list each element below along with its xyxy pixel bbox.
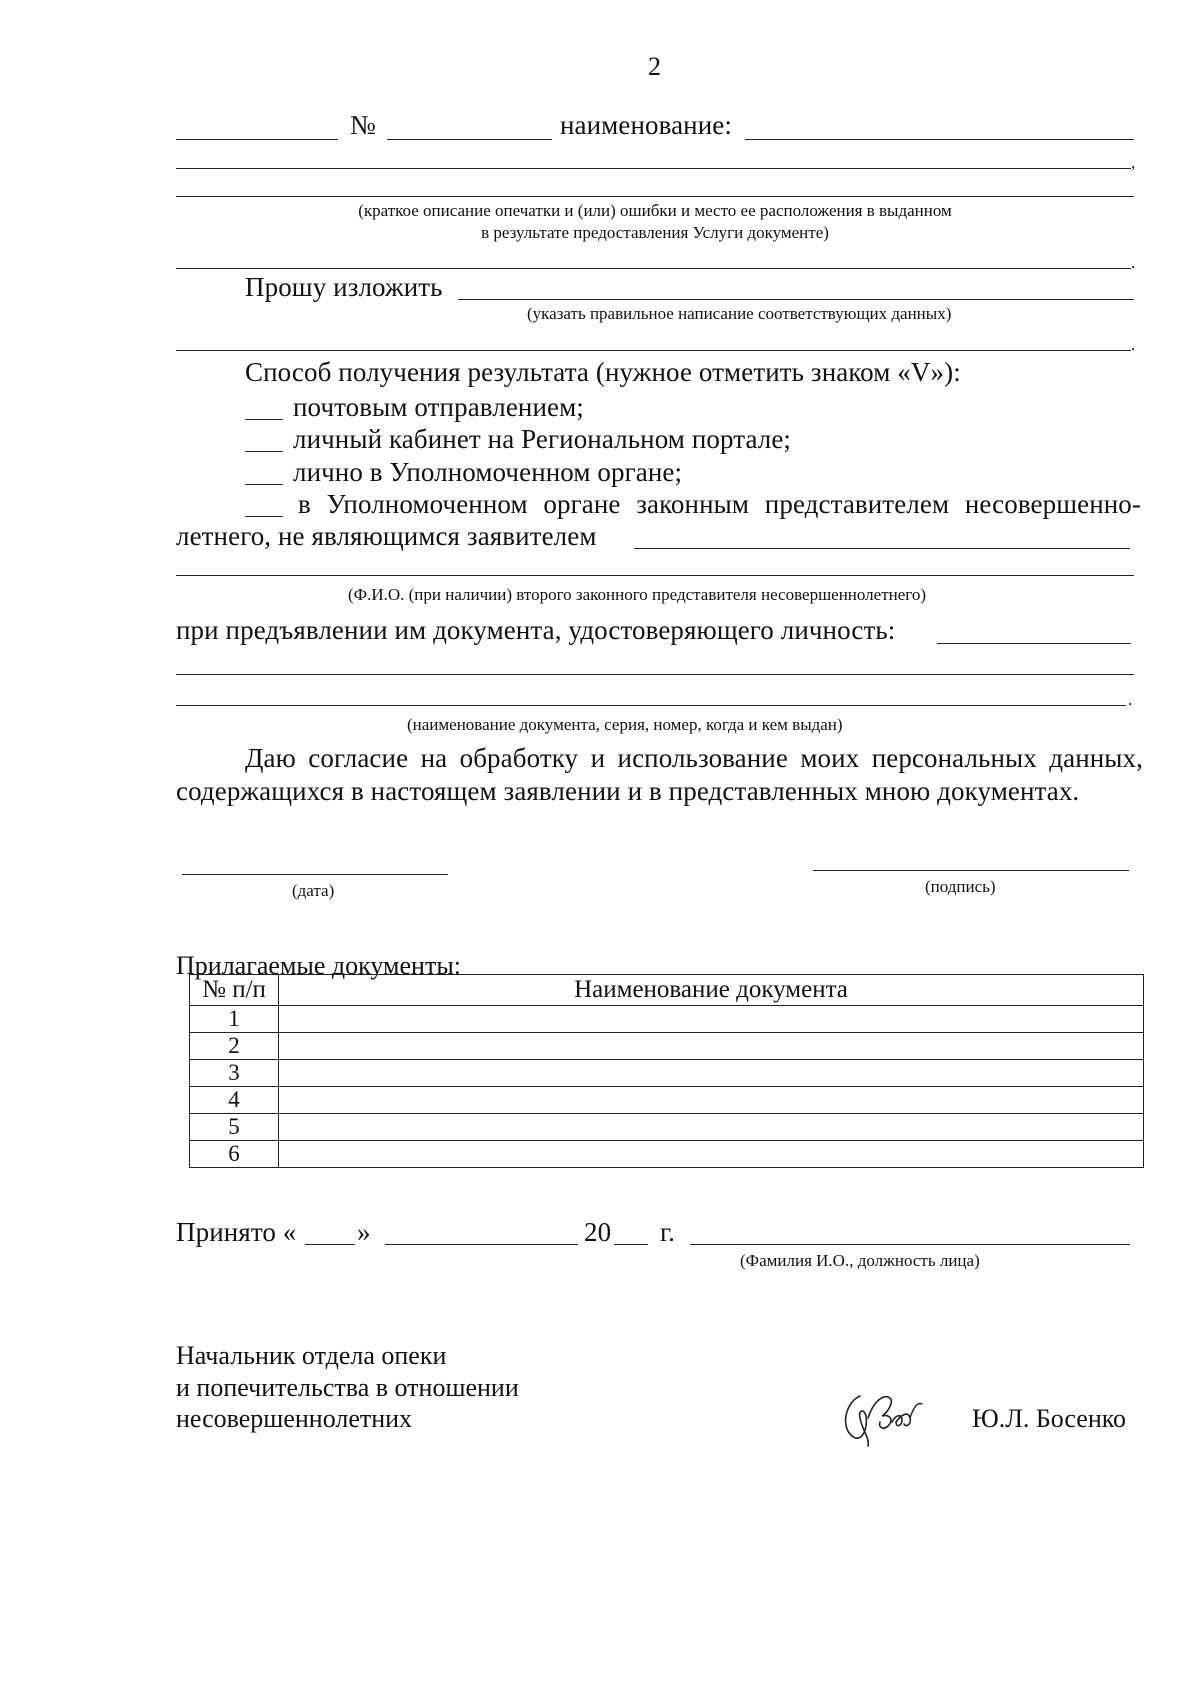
column-header-document-name: Наименование документа [279,975,1144,1006]
document-name-cell[interactable] [279,1060,1144,1087]
end-dot-2: . [1131,335,1136,354]
attachments-table [189,974,1144,1168]
signatory-title-line3: несовершеннолетних [176,1404,413,1433]
row-number: 4 [190,1087,279,1114]
accepted-caption: (Фамилия И.О., должность лица) [740,1251,980,1270]
handwritten-signature [838,1388,930,1450]
accepted-year-field[interactable] [614,1244,648,1245]
document-name-cell[interactable] [279,1087,1144,1114]
typo-caption-line1: (краткое описание опечатки и (или) ошибки и место ее расположения в выданном [358,201,952,220]
accepted-year-prefix: 20 [584,1217,612,1247]
document-name-cell[interactable] [279,1006,1144,1033]
option-representative-label: в Уполномоченном органе законным представителем несовершенно- [298,489,1141,519]
date-caption: (дата) [292,881,335,900]
row-number: 1 [190,1006,279,1033]
table-row [190,1087,1144,1114]
document-name-cell[interactable] [279,1033,1144,1060]
consent-line1: Даю согласие на обработку и использование моих персональных данных, [245,743,1143,773]
option-in-person-label: лично в Уполномоченном органе; [293,457,683,487]
option-in-person-checkbox[interactable] [245,484,283,485]
signatory-name: Ю.Л. Босенко [972,1404,1127,1433]
page-number: 2 [648,52,661,81]
document-type-field[interactable] [176,139,338,140]
row-number: 6 [190,1141,279,1168]
signatory-title-line1: Начальник отдела опеки [176,1341,447,1370]
row-number: 5 [190,1114,279,1141]
signatory-title-line2: и попечительства в отношении [176,1373,519,1402]
attachments-title: Прилагаемые документы: [176,951,462,980]
document-name-cell[interactable] [279,1141,1144,1168]
representative-name-field[interactable] [634,548,1130,549]
signature-caption: (подпись) [925,877,996,896]
accepted-month-field[interactable] [385,1244,578,1245]
document-name-field[interactable] [745,139,1134,140]
id-document-label: при предъявлении им документа, удостоверяющего личность: [176,615,896,645]
table-row [190,1141,1144,1168]
row-number: 3 [190,1060,279,1087]
delivery-heading: Способ получения результата (нужное отметить знаком «V»): [245,357,961,387]
request-label: Прошу изложить [245,272,443,302]
typo-description-field-line2[interactable] [176,268,1131,269]
accepted-day-field[interactable] [305,1244,355,1245]
table-row [190,1060,1144,1087]
column-header-number: № п/п [190,975,279,1006]
table-row [190,1114,1144,1141]
table-row [190,1006,1144,1033]
table-row [190,1033,1144,1060]
document-name-field-line2[interactable] [176,168,1131,169]
id-document-caption: (наименование документа, серия, номер, когда и кем выдан) [407,715,843,734]
correct-spelling-field-line2[interactable] [176,350,1131,351]
end-dot-1: . [1131,253,1136,272]
option-portal-checkbox[interactable] [245,451,283,452]
table-header-row [190,975,1144,1006]
option-portal-label: личный кабинет на Региональном портале; [293,424,792,454]
option-mail-checkbox[interactable] [245,419,283,420]
consent-line2: содержащихся в настоящем заявлении и в представленных мною документах. [176,776,1080,806]
name-label: наименование: [560,110,732,140]
id-document-field[interactable] [937,643,1131,644]
row-number: 2 [190,1033,279,1060]
typo-description-field[interactable] [176,196,1134,197]
end-dot-3: . [1128,690,1133,709]
id-document-field-line2[interactable] [176,674,1134,675]
date-field[interactable] [182,874,448,875]
correct-spelling-field[interactable] [458,299,1134,300]
option-mail-label: почтовым отправлением; [293,392,584,422]
document-name-cell[interactable] [279,1114,1144,1141]
typo-caption-line2: в результате предоставления Услуги документе) [481,223,829,242]
option-representative-checkbox[interactable] [245,516,283,517]
accepted-by-field[interactable] [690,1244,1130,1245]
signature-field[interactable] [813,870,1129,871]
trailing-comma: , [1131,153,1136,172]
document-number-field[interactable] [387,139,552,140]
request-caption: (указать правильное написание соответствующих данных) [527,304,952,323]
accepted-label: Принято « [176,1217,297,1247]
representative-caption: (Ф.И.О. (при наличии) второго законного представителя несовершеннолетнего) [348,585,926,604]
accepted-year-suffix: г. [660,1217,675,1247]
representative-name-field-line2[interactable] [176,575,1134,576]
id-document-field-line3[interactable] [176,705,1126,706]
accepted-quote-close: » [357,1217,371,1247]
option-representative-continued: летнего, не являющимся заявителем [176,521,597,551]
number-sign: № [350,110,376,140]
